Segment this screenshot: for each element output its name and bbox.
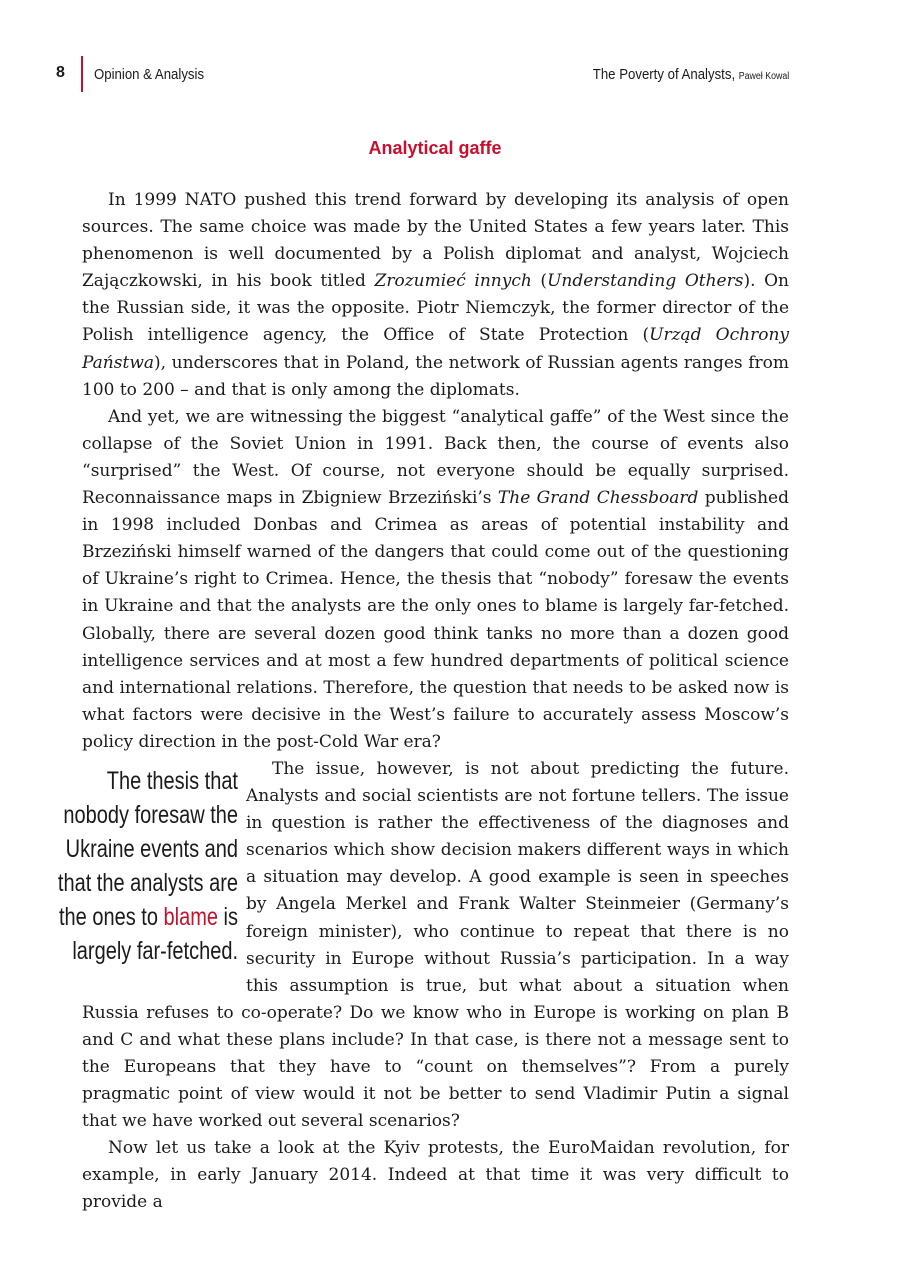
running-title (593, 66, 789, 83)
pull-quote-highlight: blame (163, 902, 218, 931)
paragraph-1 (82, 187, 789, 404)
paragraph-4: Now let us take a look at the Kyiv protests, the EuroMaidan revolution, for example, in early January 2014. Indeed at that time it was very difficult to provide a (82, 1138, 789, 1213)
paragraph-3: The issue, however, is not about predicting the future. Analysts and social scientists are not fortune tellers. The issue in question is rather the effectiveness of the diagnoses and scenarios which show decision makers different ways in which a situation may develop. A good example is seen in speeches by Angela Merkel and Frank Walter Steinmeier (Germany’s foreign minister), who continue to repeat that there is no security in Europe without Russia’s participation. In a way this assumption is true, but what about a situation when Russia refuses to co-operate? Do we know who in Europe is working on plan B and C and what these plans include? In that case, is there not a message sent to the Europeans that they have to “count on themselves”? From a purely pragmatic point of view would it not be better to send Vladimir Putin a signal that we have worked out several scenarios? (82, 758, 789, 1132)
text-run: ). On the Russian side, it was the opposite. Piotr Niemczyk, the former director of the Polish intelligence agency, the Office of State Protection ( (82, 271, 789, 346)
pull-quote-line (48, 900, 238, 934)
text-run: ( (531, 271, 548, 292)
book-title-polish: Zrozumieć innych (374, 271, 532, 292)
pull-quote-text: the ones to (58, 902, 164, 931)
page-header (0, 62, 897, 92)
section-heading: Analytical gaffe (368, 138, 502, 158)
paragraph-2 (82, 404, 789, 756)
text-run: ), underscores that in Poland, the network of Russian agents ranges from 100 to 200 – and that is only among the diplomats. (82, 352, 789, 400)
pull-quote-line: The thesis that (106, 766, 238, 795)
section-label: Opinion & Analysis (94, 66, 205, 83)
page-number: 8 (56, 64, 65, 81)
pull-quote-line: that the analysts are (57, 868, 239, 897)
text-run: In 1999 NATO pushed this trend forward by developing its analysis of open sources. The same choice was made by the United States a few years later. This phenomenon is well documented by a Polish diplomat and analyst, Wojciech Zajączkowski, in his book titled (82, 190, 789, 292)
pull-quote-line: Ukraine events and (65, 834, 238, 863)
header-divider (81, 56, 83, 92)
pull-quote-text: is (218, 902, 238, 931)
book-title-english: Understanding Others (547, 271, 744, 292)
running-author: Paweł Kowal (738, 71, 789, 82)
pull-quote (0, 756, 238, 977)
article-body (57, 187, 790, 1217)
pull-quote-line: largely far-fetched. (72, 936, 238, 965)
text-run: published in 1998 included Donbas and Crimea as areas of potential instability and Brzeziński himself warned of the dangers that could come out of the questioning of Ukraine’s right to Crimea. Hence, the thesis that “nobody” foresaw the events in Ukraine and that the analysts are the only ones to blame is largely far-fetched. Globally, there are several dozen good think tanks no more than a dozen good intelligence services and at most a few hundred departments of political science and international relations. Therefore, the question that needs to be asked now is what factors were decisive in the West’s failure to accurately assess Moscow’s policy direction in the post-Cold War era? (82, 488, 790, 752)
agency-name-polish: Urząd Ochrony Państwa (82, 325, 790, 373)
pull-quote-line: nobody foresaw the (63, 800, 238, 829)
book-title: The Grand Chessboard (497, 488, 699, 509)
running-title-text: The Poverty of Analysts, (592, 66, 735, 83)
text-run: And yet, we are witnessing the biggest “analytical gaffe” of the West since the collapse of the Soviet Union in 1991. Back then, the course of events also “surprised” the West. Of course, not everyone should be equally surprised. Reconnaissance maps in Zbigniew Brzeziński’s (82, 406, 789, 509)
